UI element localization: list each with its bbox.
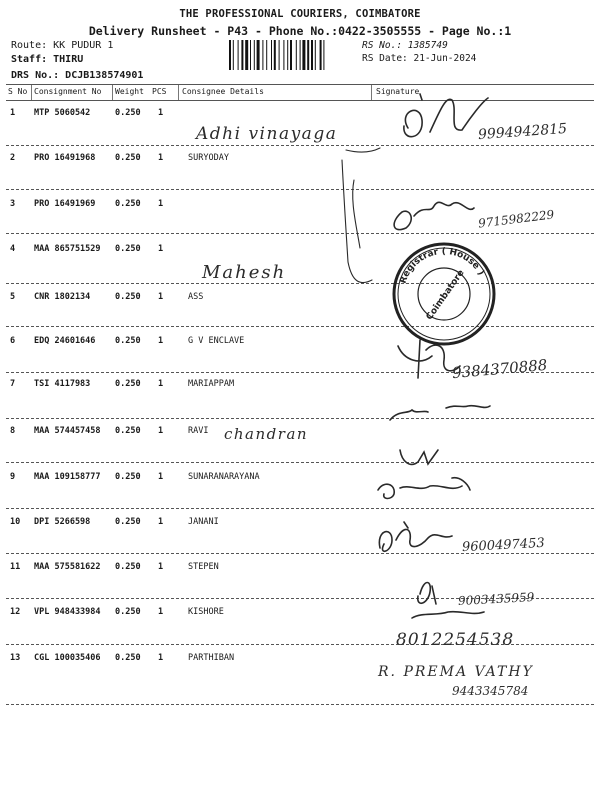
row-sno: 2: [10, 153, 16, 163]
office-stamp: [390, 240, 498, 348]
handwritten-phone: 9443345784: [452, 684, 529, 698]
col-sno: S No: [8, 87, 28, 96]
row-pcs: 1: [158, 153, 164, 163]
row-consignment: PRO 16491969: [34, 199, 96, 209]
row-weight: 0.250: [115, 153, 141, 163]
row-consignee: MARIAPPAM: [188, 379, 235, 389]
col-consignment: Consignment No: [34, 87, 102, 96]
handwritten-phone: 8012254538: [396, 630, 515, 650]
row-consignment: DPI 5266598: [34, 517, 91, 527]
row-consignee: ASS: [188, 292, 204, 302]
row-sno: 4: [10, 244, 16, 254]
handwritten-consignee-adhi: Adhi vinayaga: [196, 124, 338, 144]
signature-scribble: [379, 522, 452, 551]
row-pcs: 1: [158, 244, 164, 254]
row-consignee: JANANI: [188, 517, 219, 527]
row-pcs: 1: [158, 108, 164, 118]
row-sno: 10: [10, 517, 21, 527]
row-consignment: CNR 1802134: [34, 292, 91, 302]
handwritten-phone: 9600497453: [461, 535, 546, 556]
row-consignment: EDQ 24601646: [34, 336, 96, 346]
row-consignee: SUNARANARAYANA: [188, 472, 260, 482]
handwritten-receiver-name: R. PREMA VATHY: [378, 664, 534, 680]
row-weight: 0.250: [115, 244, 141, 254]
row-pcs: 1: [158, 336, 164, 346]
drs-number: DRS No.: DCJB138574901: [11, 70, 144, 81]
row-pcs: 1: [158, 379, 164, 389]
row-consignment: MTP 5060542: [34, 108, 91, 118]
row-weight: 0.250: [115, 653, 141, 663]
handwritten-consignee-chandran: chandran: [224, 425, 309, 443]
handwritten-phone: 9384370888: [451, 355, 549, 383]
row-sno: 6: [10, 336, 16, 346]
row-weight: 0.250: [115, 562, 141, 572]
row-weight: 0.250: [115, 607, 141, 617]
row-pcs: 1: [158, 607, 164, 617]
pen-line: [353, 180, 360, 248]
row-consignee: KISHORE: [188, 607, 224, 617]
row-consignee: G V ENCLAVE: [188, 336, 245, 346]
col-pcs: PCS: [152, 87, 167, 96]
row-weight: 0.250: [115, 426, 141, 436]
col-consignee: Consignee Details: [182, 87, 264, 96]
route-label: Route: KK PUDUR 1: [11, 40, 114, 51]
row-weight: 0.250: [115, 292, 141, 302]
row-pcs: 1: [158, 426, 164, 436]
row-sno: 8: [10, 426, 16, 436]
row-consignment: VPL 948433984: [34, 607, 101, 617]
row-sno: 12: [10, 607, 21, 617]
col-weight: Weight: [115, 87, 144, 96]
row-pcs: 1: [158, 517, 164, 527]
handwritten-phone: 9994942815: [477, 120, 568, 144]
row-weight: 0.250: [115, 108, 141, 118]
signature-scribble: [418, 583, 436, 605]
row-consignee: PARTHIBAN: [188, 653, 235, 663]
row-consignment: PRO 16491968: [34, 153, 96, 163]
handwritten-consignee-mahesh: Mahesh: [202, 262, 287, 283]
row-consignee: SURYODAY: [188, 153, 229, 163]
row-weight: 0.250: [115, 517, 141, 527]
signature-scribble: [412, 612, 484, 618]
row-sno: 1: [10, 108, 16, 118]
signature-scribble: [404, 94, 488, 137]
row-sno: 13: [10, 653, 21, 663]
handwritten-phone: 9003435959: [457, 590, 535, 608]
row-consignee: RAVI: [188, 426, 209, 436]
rs-number: RS No.: 1385749: [362, 40, 448, 51]
row-pcs: 1: [158, 562, 164, 572]
row-weight: 0.250: [115, 472, 141, 482]
row-sno: 9: [10, 472, 16, 482]
row-weight: 0.250: [115, 336, 141, 346]
rs-date: RS Date: 21-Jun-2024: [362, 53, 477, 64]
runsheet-subtitle: Delivery Runsheet - P43 - Phone No.:0422-3505555 - Page No.:1: [88, 24, 512, 38]
row-consignment: MAA 574457458: [34, 426, 101, 436]
handwritten-phone: 9715982229: [477, 207, 555, 231]
row-pcs: 1: [158, 292, 164, 302]
row-sno: 11: [10, 562, 21, 572]
col-signature: Signature: [376, 87, 420, 96]
row-pcs: 1: [158, 653, 164, 663]
row-weight: 0.250: [115, 379, 141, 389]
row-consignment: TSI 4117983: [34, 379, 91, 389]
row-consignment: MAA 575581622: [34, 562, 101, 572]
row-sno: 3: [10, 199, 16, 209]
row-weight: 0.250: [115, 199, 141, 209]
signature-scribble: [378, 478, 470, 499]
row-consignment: MAA 865751529: [34, 244, 101, 254]
signature-scribble: [394, 202, 474, 229]
row-consignee: STEPEN: [188, 562, 219, 572]
company-title: THE PROFESSIONAL COURIERS, COIMBATORE: [179, 8, 421, 20]
row-consignment: MAA 109158777: [34, 472, 101, 482]
row-consignment: CGL 100035406: [34, 653, 101, 663]
stamp-ring-text: Registrar ( House ): [398, 246, 486, 286]
signature-scribble: [390, 406, 490, 465]
staff-label: Staff: THIRU: [11, 54, 84, 65]
stamp-center-text: Coimbatore: [424, 268, 467, 323]
pen-line: [342, 148, 380, 283]
row-sno: 5: [10, 292, 16, 302]
row-sno: 7: [10, 379, 16, 389]
row-pcs: 1: [158, 472, 164, 482]
row-pcs: 1: [158, 199, 164, 209]
